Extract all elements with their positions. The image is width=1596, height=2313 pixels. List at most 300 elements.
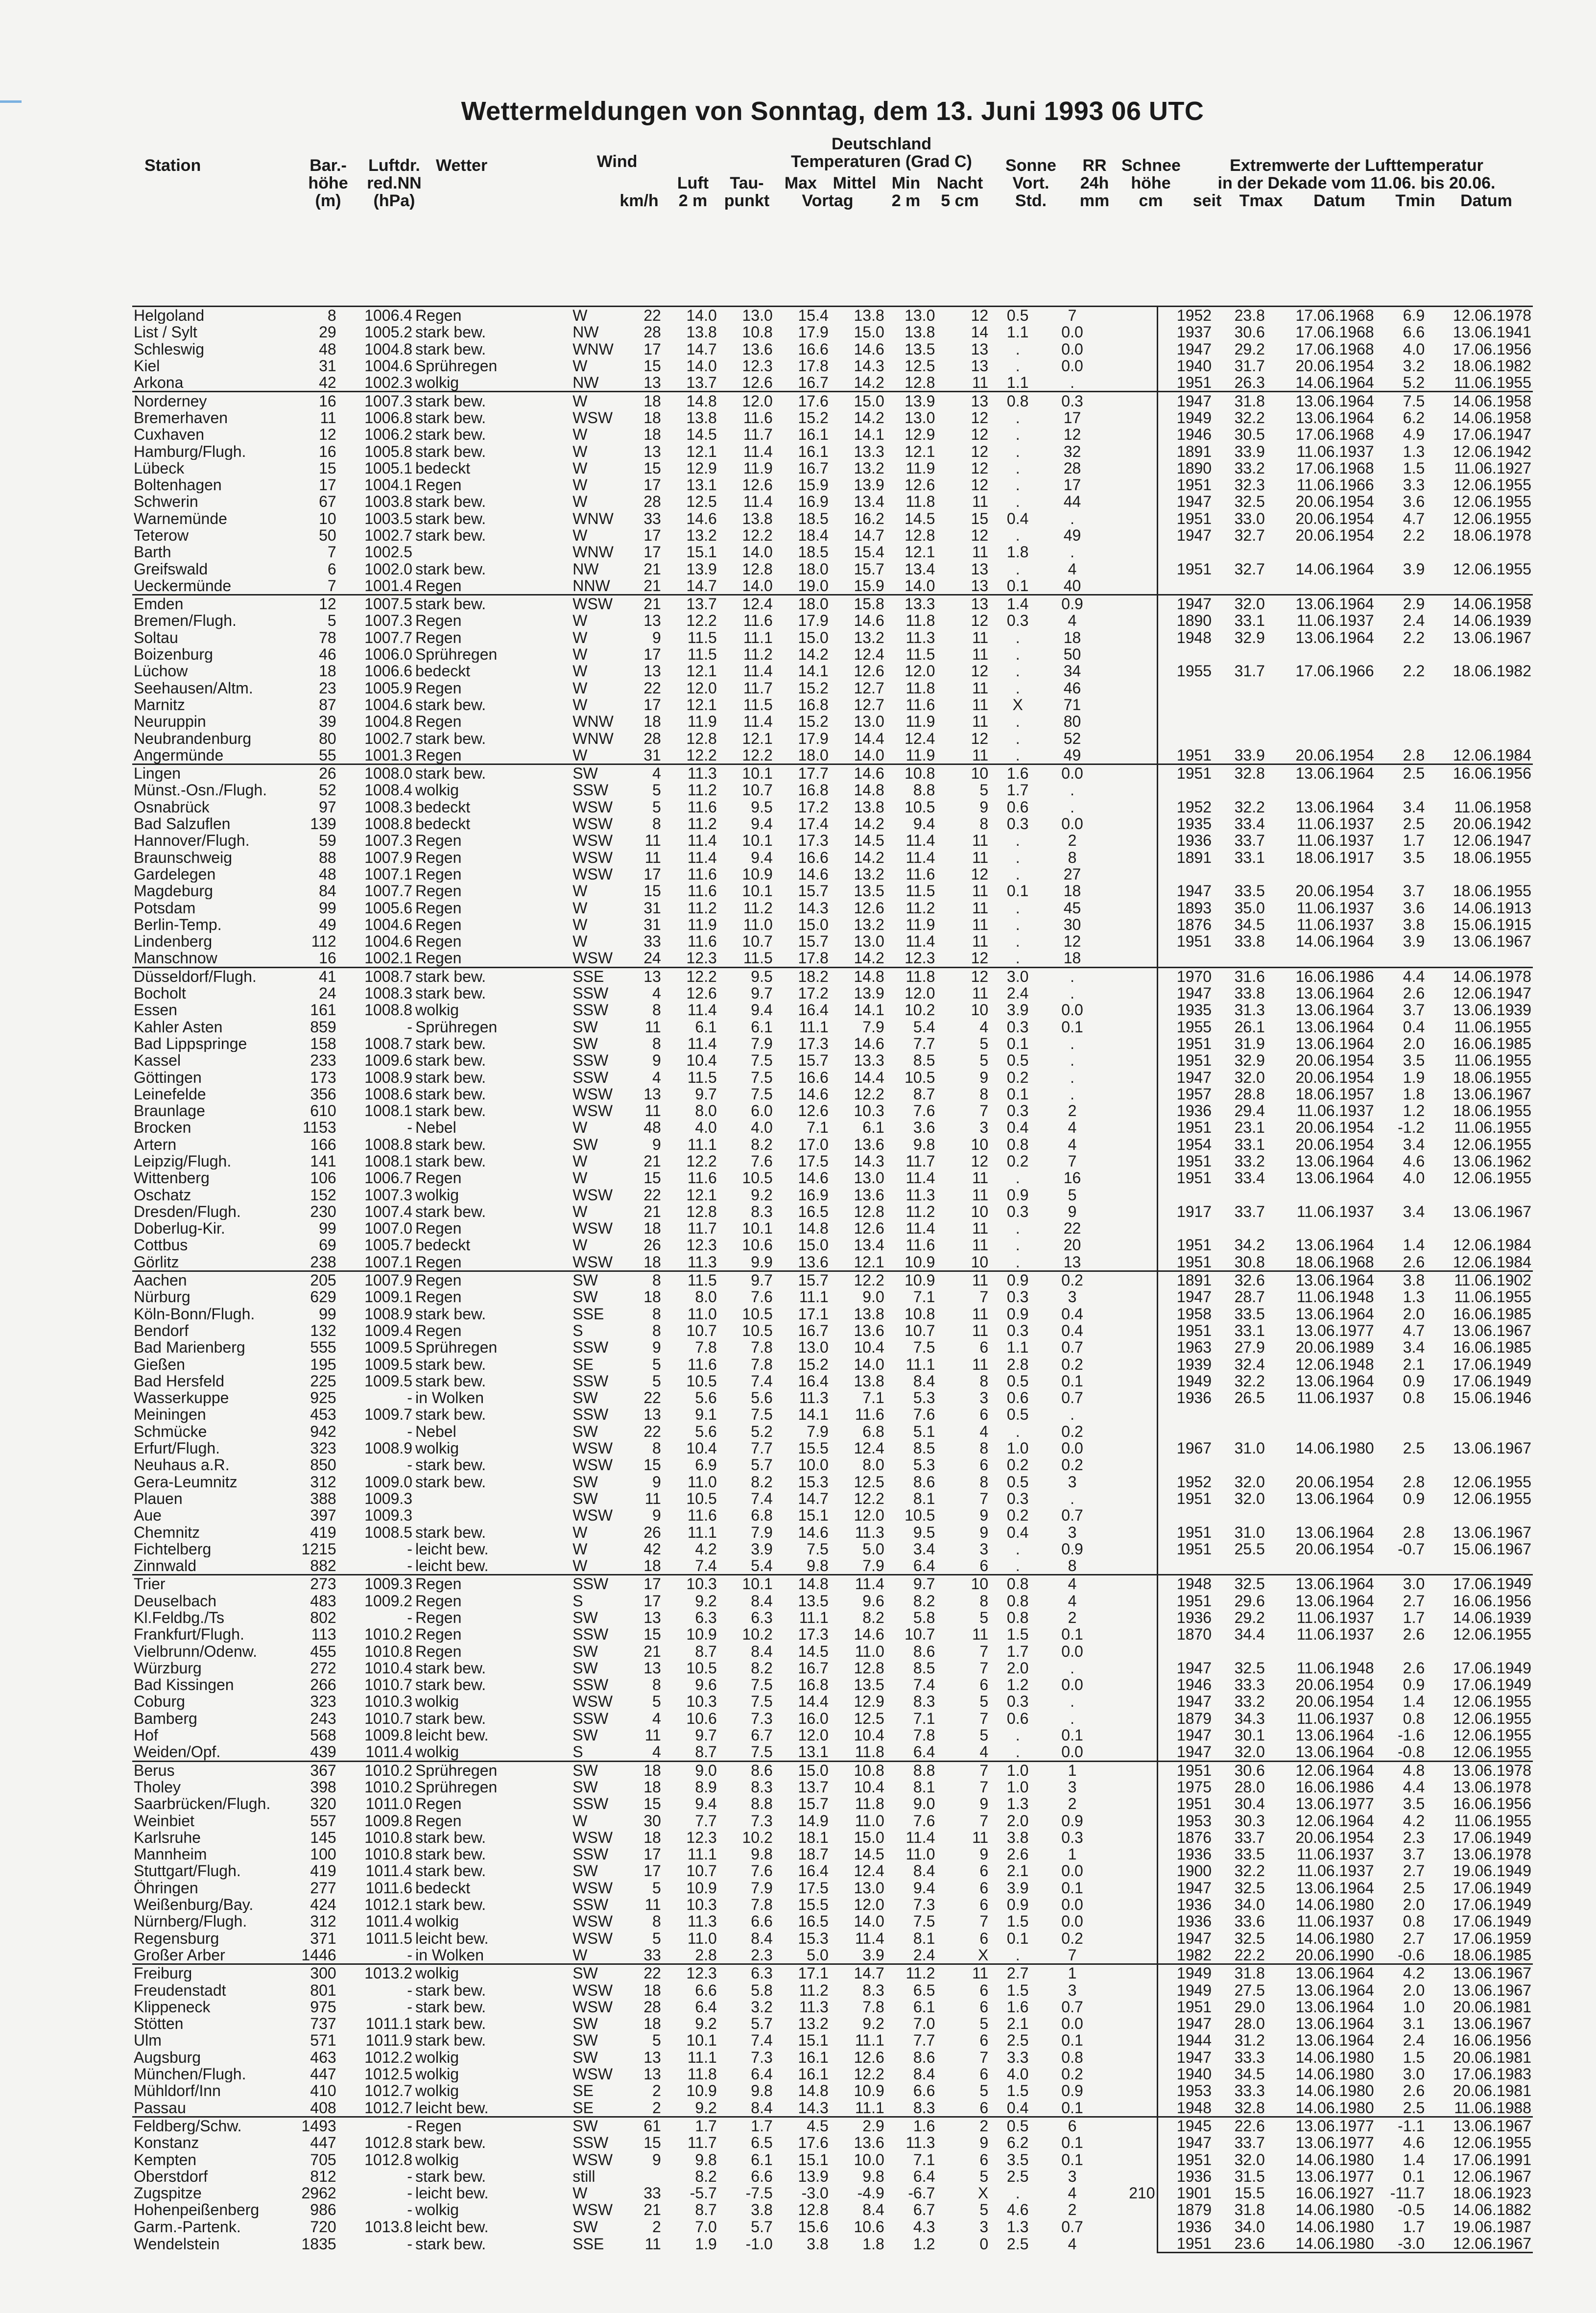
cell-min-5cm: X (977, 2184, 989, 2202)
cell-tmax (1213, 577, 1266, 595)
cell-tmin-datum: 18.06.1985 (1426, 1947, 1533, 1964)
cell-max-vortag: 16.1 (798, 2049, 829, 2066)
cell-bar-hoehe: 99 (319, 1220, 336, 1237)
cell-seit: 1939 (1176, 1356, 1212, 1373)
cell-min-5cm: 6 (979, 1862, 989, 1880)
cell-tmax: 33.8 (1234, 932, 1265, 950)
cell-taupunkt: 12.8 (742, 560, 773, 577)
cell-max-vortag: 12.0 (798, 1726, 829, 1744)
cell-luft-2m: 11.5 (687, 1069, 717, 1086)
cell-luftdruck: 1009.5 (364, 1372, 413, 1389)
cell-wind-richtung: SW (572, 1609, 598, 1626)
cell-mittel-vortag: 12.6 (854, 899, 884, 916)
cell-bar-hoehe: 106 (310, 1169, 336, 1187)
cell-station: Lingen (132, 764, 285, 782)
cell-luftdruck: 1013.2 (338, 1964, 414, 1982)
cell-seit: 1951 (1176, 932, 1212, 950)
cell-wind-kmh: 5 (652, 1693, 661, 1710)
cell-luft-2m: 11.8 (687, 2065, 717, 2083)
cell-luft-2m: 11.6 (687, 865, 717, 883)
cell-wind-kmh: 17 (627, 1575, 663, 1593)
cell-luft-2m: 12.2 (686, 746, 717, 764)
cell-max-vortag: 14.6 (798, 1169, 829, 1187)
cell-tmin-datum: 13.06.1967 (1453, 1203, 1531, 1220)
cell-min-5cm: 11 (972, 1356, 989, 1373)
cell-tmin-datum: 12.06.1984 (1426, 747, 1533, 764)
cell-tmin-datum: 12.06.1967 (1426, 2235, 1533, 2253)
cell-max-vortag: 17.3 (798, 832, 829, 849)
cell-station: Hof (134, 1726, 158, 1744)
cell-wind-richtung: W (572, 1946, 588, 1964)
cell-min-2m: 8.8 (913, 782, 935, 799)
cell-wetter: stark bew. (414, 967, 571, 985)
cell-taupunkt: 11.5 (743, 950, 773, 967)
cell-wind-richtung: WSW (572, 832, 613, 849)
cell-bar-hoehe: 113 (311, 1626, 336, 1643)
cell-sonne: 0.3 (1006, 1693, 1029, 1710)
cell-tmax-datum (1266, 1220, 1376, 1237)
station-row (132, 646, 1533, 663)
cell-taupunkt: 10.1 (718, 1575, 774, 1593)
cell-station: Schwerin (134, 493, 198, 510)
cell-seit (1157, 696, 1213, 713)
cell-luftdruck: 1007.9 (338, 1271, 414, 1288)
cell-wind-richtung: SSW (572, 782, 609, 799)
cell-wind-kmh: 11 (644, 849, 661, 866)
cell-taupunkt: 11.5 (743, 696, 773, 714)
cell-wetter: stark bew. (415, 1862, 486, 1880)
cell-rr-24h: 44 (1063, 493, 1081, 510)
cell-luftdruck: 1002.7 (364, 730, 413, 747)
cell-tmax-datum: 11.06.1937 (1296, 1862, 1374, 1880)
cell-min-2m: 12.1 (905, 443, 935, 460)
cell-taupunkt: 12.4 (718, 595, 774, 613)
cell-max-vortag: 10.0 (798, 1456, 829, 1474)
cell-tmin: 2.0 (1403, 1981, 1425, 1999)
cell-sonne: 0.8 (1006, 1136, 1029, 1153)
cell-wind-kmh: 31 (643, 916, 661, 933)
cell-min-2m: 10.8 (886, 764, 937, 782)
cell-station: Wendelstein (134, 2235, 220, 2253)
cell-station: List / Sylt (134, 324, 197, 341)
cell-tmax-datum (1266, 680, 1376, 696)
cell-tmin: -1.6 (1398, 1726, 1425, 1744)
cell-tmin (1376, 696, 1427, 713)
cell-wind-richtung: WSW (572, 1220, 613, 1237)
cell-luft-2m: 11.3 (663, 764, 718, 782)
cell-schnee (1099, 1880, 1157, 1896)
cell-tmin: 3.9 (1403, 560, 1425, 577)
cell-tmax: 32.5 (1234, 1659, 1265, 1677)
cell-tmin: 3.8 (1376, 1271, 1427, 1288)
cell-tmin-datum: 12.06.1947 (1453, 832, 1531, 849)
cell-luftdruck: - (338, 2117, 414, 2134)
cell-luftdruck: 1004.8 (364, 713, 413, 730)
cell-mittel-vortag: 13.8 (854, 1372, 884, 1389)
cell-station: Dresden/Flugh. (134, 1203, 241, 1220)
cell-sonne: . (1015, 459, 1020, 477)
cell-seit (1157, 544, 1213, 560)
cell-bar-hoehe: 424 (310, 1896, 336, 1913)
cell-luft-2m: 12.8 (686, 1203, 717, 1220)
cell-tmax-datum: 14.06.1980 (1295, 1930, 1374, 1947)
cell-wind-kmh: 9 (652, 1052, 661, 1069)
cell-tmax-datum: 13.06.1964 (1295, 1879, 1374, 1896)
cell-wetter: stark bew. (415, 560, 486, 577)
station-row (132, 2117, 1533, 2134)
cell-seit: 1947 (1176, 1726, 1212, 1744)
cell-tmin-datum (1426, 646, 1533, 663)
cell-rr-24h: 3 (1068, 1524, 1077, 1541)
cell-bar-hoehe: 323 (310, 1693, 336, 1710)
cell-bar-hoehe: 205 (285, 1271, 338, 1288)
cell-wind-richtung: WSW (572, 1693, 613, 1710)
cell-station: Meiningen (134, 1406, 206, 1423)
cell-max-vortag: 16.1 (798, 443, 829, 460)
station-row (132, 2082, 1533, 2099)
cell-tmax: 34.2 (1234, 1237, 1265, 1254)
cell-wind-richtung: WSW (572, 2151, 613, 2168)
cell-schnee (1099, 1473, 1157, 1490)
header-min: Min (891, 174, 921, 192)
cell-mittel-vortag: 10.9 (854, 2082, 884, 2099)
cell-tmax: 33.2 (1234, 1152, 1265, 1170)
cell-rr-24h: 2 (1068, 1102, 1077, 1120)
cell-tmax-datum: 13.06.1977 (1295, 2134, 1374, 2151)
cell-station: Cottbus (134, 1237, 188, 1254)
cell-mittel-vortag: 11.0 (855, 1812, 884, 1829)
cell-tmax-datum: 11.06.1948 (1296, 1659, 1374, 1677)
station-row (132, 2066, 1533, 2082)
cell-taupunkt: 10.1 (742, 832, 773, 849)
cell-luft-2m: 1.7 (663, 2117, 718, 2134)
cell-wetter: Regen (415, 577, 462, 595)
cell-min-5cm: 7 (979, 1288, 989, 1306)
cell-wind-kmh: 31 (643, 746, 661, 764)
cell-tmax-datum (1266, 696, 1376, 713)
cell-sonne: 0.8 (990, 1575, 1046, 1593)
cell-sonne: 2.6 (1006, 1846, 1029, 1863)
cell-luft-2m: 11.2 (687, 899, 717, 916)
cell-wetter: stark bew. (415, 1305, 486, 1322)
cell-schnee (1099, 1593, 1157, 1609)
cell-wetter: Regen (415, 1592, 462, 1609)
cell-wetter: stark bew. (414, 595, 571, 613)
cell-rr-24h: 4 (1068, 612, 1077, 629)
cell-luftdruck: 1001.3 (364, 746, 413, 764)
cell-min-2m: 9.0 (913, 1795, 935, 1812)
cell-tmin: 2.4 (1403, 612, 1425, 629)
station-row (132, 933, 1533, 950)
cell-station: Vielbrunn/Odenw. (134, 1643, 258, 1660)
cell-max-vortag: 15.2 (798, 1356, 829, 1373)
cell-min-5cm: 5 (979, 1693, 989, 1710)
cell-luftdruck: 1002.3 (364, 374, 413, 392)
cell-max-vortag: 14.6 (798, 1085, 829, 1102)
cell-rr-24h: 0.0 (1061, 1913, 1083, 1930)
cell-station: Münst.-Osn./Flugh. (134, 782, 267, 799)
cell-tmax-datum: 13.06.1964 (1266, 1575, 1376, 1593)
cell-rr-24h: 0.1 (1061, 2134, 1083, 2151)
station-row (132, 1660, 1533, 1676)
cell-schnee (1099, 1676, 1157, 1693)
cell-bar-hoehe: 1446 (301, 1946, 336, 1964)
cell-luftdruck: 1007.4 (364, 1203, 413, 1220)
cell-schnee (1099, 2066, 1157, 2082)
cell-tmin-datum: 16.06.1985 (1453, 1339, 1531, 1356)
cell-luftdruck: 1008.7 (338, 967, 414, 985)
cell-tmin-datum: 12.06.1955 (1453, 1490, 1531, 1507)
cell-tmin-datum: 16.06.1985 (1453, 1305, 1531, 1322)
cell-luftdruck: 1005.7 (364, 1237, 413, 1254)
cell-luftdruck: 1005.9 (364, 679, 413, 696)
cell-tmin-datum: 11.06.1988 (1426, 2099, 1533, 2117)
cell-luft-2m: 8.0 (695, 1288, 717, 1306)
cell-station: Bad Hersfeld (134, 1372, 224, 1389)
cell-max-vortag: 11.1 (799, 1018, 829, 1035)
cell-luftdruck: 1010.7 (364, 1710, 413, 1727)
cell-mittel-vortag: 13.6 (854, 1136, 884, 1153)
station-row (132, 1373, 1533, 1389)
cell-tmax (1213, 1507, 1266, 1524)
cell-taupunkt: 9.7 (751, 984, 773, 1002)
cell-wind-kmh: 22 (627, 1964, 663, 1982)
cell-tmin-datum: 11.06.1927 (1454, 459, 1531, 477)
cell-mittel-vortag: 14.3 (854, 357, 884, 375)
cell-taupunkt: 11.7 (743, 679, 773, 696)
cell-schnee (1099, 866, 1157, 882)
cell-bar-hoehe: 483 (310, 1592, 336, 1609)
cell-min-5cm: 6 (979, 1981, 989, 1999)
cell-wetter (414, 544, 571, 560)
cell-wind-kmh: 4 (652, 984, 661, 1002)
cell-sonne: 0.3 (1006, 1102, 1029, 1120)
cell-tmax: 32.0 (1234, 1473, 1265, 1490)
cell-taupunkt: 9.8 (751, 1846, 773, 1863)
cell-max-vortag: 17.9 (798, 612, 829, 629)
header-cm: cm (1139, 191, 1163, 210)
cell-rr-24h: 0.1 (1061, 1372, 1083, 1389)
cell-wetter: stark bew. (415, 340, 486, 358)
cell-wind-richtung: W (572, 459, 588, 477)
cell-tmax-datum: 18.06.1957 (1295, 1085, 1374, 1102)
cell-seit: 1891 (1176, 443, 1212, 460)
cell-rr-24h: 0.2 (1046, 1271, 1099, 1288)
cell-schnee (1099, 1423, 1157, 1440)
cell-wind-kmh: 15 (643, 357, 661, 375)
cell-max-vortag: 15.4 (774, 307, 830, 324)
cell-mittel-vortag: 14.4 (854, 730, 884, 747)
cell-min-2m: 8.3 (913, 1693, 935, 1710)
cell-taupunkt: 7.6 (751, 1862, 773, 1880)
cell-sonne: 2.0 (1006, 1659, 1029, 1677)
cell-tmax-datum: 20.06.1954 (1295, 1052, 1374, 1069)
cell-station: Artern (134, 1136, 177, 1153)
cell-tmax (1213, 950, 1266, 967)
cell-min-5cm: X (977, 1946, 989, 1964)
cell-min-2m: 12.5 (905, 357, 935, 375)
cell-station: Görlitz (134, 1253, 179, 1271)
cell-min-5cm: 6 (979, 1339, 989, 1356)
cell-rr-24h: 30 (1063, 916, 1081, 933)
station-row (132, 2134, 1533, 2151)
cell-wetter: wolkig (415, 1439, 459, 1457)
cell-schnee: 210 (1099, 2185, 1157, 2201)
cell-taupunkt: 12.3 (742, 357, 773, 375)
cell-min-5cm: 11 (972, 882, 989, 900)
station-row (132, 2235, 1533, 2253)
cell-taupunkt: 8.4 (751, 1930, 773, 1947)
cell-tmax: 26.1 (1234, 1018, 1265, 1035)
cell-wind-richtung: WSW (572, 1439, 613, 1457)
cell-max-vortag: 14.3 (798, 899, 829, 916)
cell-schnee (1099, 2201, 1157, 2218)
cell-taupunkt: 7.9 (751, 1035, 773, 1052)
cell-luftdruck: 1005.1 (364, 459, 413, 477)
cell-tmax: 33.7 (1234, 2134, 1265, 2151)
cell-rr-24h: 4 (1068, 560, 1077, 577)
cell-min-5cm: 11 (972, 1626, 989, 1643)
cell-tmax: 33.7 (1234, 832, 1265, 849)
cell-wetter (414, 1507, 571, 1524)
header-sonne: Sonne (1005, 156, 1056, 175)
cell-wetter: wolkig (415, 1913, 459, 1930)
cell-tmax-datum: 11.06.1937 (1296, 832, 1374, 849)
cell-max-vortag: 18.5 (798, 544, 829, 561)
cell-wind-kmh: 28 (643, 493, 661, 510)
station-row (132, 493, 1533, 510)
cell-tmin (1376, 646, 1427, 663)
cell-wind-richtung: W (572, 1119, 588, 1136)
cell-tmin-datum: 14.06.1882 (1453, 2201, 1531, 2218)
cell-bar-hoehe: 273 (285, 1575, 338, 1593)
cell-tmax: 33.3 (1234, 1676, 1265, 1693)
cell-station: Saarbrücken/Flugh. (134, 1795, 271, 1812)
station-row (132, 2032, 1533, 2049)
cell-bar-hoehe: 195 (310, 1356, 336, 1373)
cell-min-5cm: 11 (972, 374, 989, 392)
cell-schnee (1099, 815, 1157, 832)
cell-bar-hoehe: 1493 (285, 2117, 338, 2134)
cell-rr-24h: 0.3 (1061, 1829, 1083, 1846)
cell-max-vortag: 15.7 (798, 1795, 829, 1812)
cell-max-vortag: 17.0 (798, 1136, 829, 1153)
cell-tmin-datum: 18.06.1955 (1453, 882, 1531, 900)
station-row (132, 696, 1533, 713)
cell-taupunkt: 10.6 (742, 1237, 773, 1254)
cell-seit: 1947 (1176, 2134, 1212, 2151)
cell-luftdruck: 1012.8 (364, 2151, 413, 2168)
cell-tmax-datum: 11.06.1937 (1296, 1710, 1374, 1727)
cell-station: Bamberg (134, 1710, 197, 1727)
cell-wind-kmh: 8 (652, 1676, 661, 1693)
cell-min-5cm: 11 (972, 679, 989, 696)
cell-station: Aachen (132, 1271, 285, 1288)
cell-station: Nürburg (134, 1288, 191, 1306)
cell-wind-kmh: 18 (643, 409, 661, 427)
cell-luft-2m: 11.6 (687, 882, 717, 900)
cell-taupunkt: 11.4 (743, 663, 773, 680)
cell-luft-2m: 13.7 (663, 595, 718, 613)
cell-max-vortag: 15.1 (798, 2151, 829, 2168)
cell-luftdruck: 1008.3 (364, 984, 413, 1002)
cell-luftdruck: - (407, 1998, 413, 2015)
cell-luftdruck: 1008.1 (364, 1152, 413, 1170)
cell-luftdruck: 1002.0 (364, 560, 413, 577)
cell-wetter: Regen (415, 1812, 462, 1829)
cell-station: Hohenpeißenberg (134, 2201, 260, 2218)
weather-table (132, 306, 1533, 2253)
cell-luftdruck: 1007.0 (364, 1220, 413, 1237)
station-row (132, 950, 1533, 967)
cell-luftdruck: - (407, 1456, 413, 1474)
cell-rr-24h: 20 (1063, 1237, 1081, 1254)
cell-tmin-datum: 13.06.1967 (1453, 629, 1531, 646)
cell-station: Passau (134, 2099, 186, 2117)
cell-luft-2m: 12.5 (686, 493, 717, 510)
cell-tmax-datum: 11.06.1948 (1296, 1288, 1374, 1306)
station-row (132, 1795, 1533, 1812)
cell-wetter: Regen (415, 713, 462, 730)
cell-wind-richtung: SW (572, 1473, 598, 1490)
cell-min-2m: 8.1 (913, 1490, 935, 1507)
cell-wind-kmh: 18 (643, 1829, 661, 1846)
cell-schnee (1099, 1288, 1157, 1305)
cell-wind-kmh: 8 (652, 1002, 661, 1019)
cell-max-vortag: 7.9 (807, 1423, 829, 1440)
cell-tmax (1213, 696, 1266, 713)
cell-min-2m: 8.6 (913, 2049, 935, 2066)
cell-taupunkt: 9.5 (751, 798, 773, 815)
cell-mittel-vortag: -4.9 (857, 2184, 884, 2202)
cell-seit: 1936 (1176, 1389, 1212, 1407)
cell-schnee (1099, 1710, 1157, 1727)
cell-min-5cm: 12 (971, 459, 989, 477)
station-row (132, 832, 1533, 849)
cell-min-2m: 5.4 (913, 1018, 935, 1035)
cell-tmin: 1.0 (1403, 1998, 1425, 2015)
cell-mittel-vortag: 14.8 (830, 967, 886, 985)
cell-tmax-datum: 13.06.1964 (1295, 1169, 1374, 1187)
cell-rr-24h: 0.7 (1061, 2218, 1083, 2235)
cell-luftdruck: 1009.6 (364, 1052, 413, 1069)
station-row (132, 1999, 1533, 2015)
cell-luft-2m: 10.5 (686, 1372, 717, 1389)
cell-min-5cm: 6 (979, 1896, 989, 1913)
cell-bar-hoehe: 455 (310, 1643, 336, 1660)
cell-tmin-datum (1426, 1186, 1533, 1203)
cell-wind-kmh: 8 (652, 1439, 661, 1457)
cell-luft-2m: 14.0 (686, 357, 717, 375)
cell-rr-24h: 80 (1063, 713, 1081, 730)
cell-max-vortag: 11.3 (799, 1389, 829, 1407)
cell-min-5cm: 7 (979, 1913, 989, 1930)
cell-seit (1157, 577, 1213, 595)
cell-taupunkt: 9.2 (751, 1186, 773, 1203)
cell-tmax-datum: 13.06.1964 (1266, 764, 1376, 782)
cell-wind-richtung: NW (572, 324, 599, 341)
cell-wind-richtung: SW (572, 1018, 598, 1035)
cell-seit: 1948 (1176, 629, 1212, 646)
cell-tmin-datum: 17.06.1959 (1453, 1930, 1531, 1947)
cell-mittel-vortag: 15.4 (854, 544, 884, 561)
cell-mittel-vortag: 12.2 (830, 1271, 886, 1288)
cell-wind-kmh: 13 (643, 443, 661, 460)
cell-wind-kmh: 11 (644, 832, 661, 849)
cell-bar-hoehe: 230 (310, 1203, 336, 1220)
cell-tmin-datum: 12.06.1955 (1453, 2134, 1531, 2151)
cell-tmax-datum: 20.06.1954 (1295, 1069, 1374, 1086)
